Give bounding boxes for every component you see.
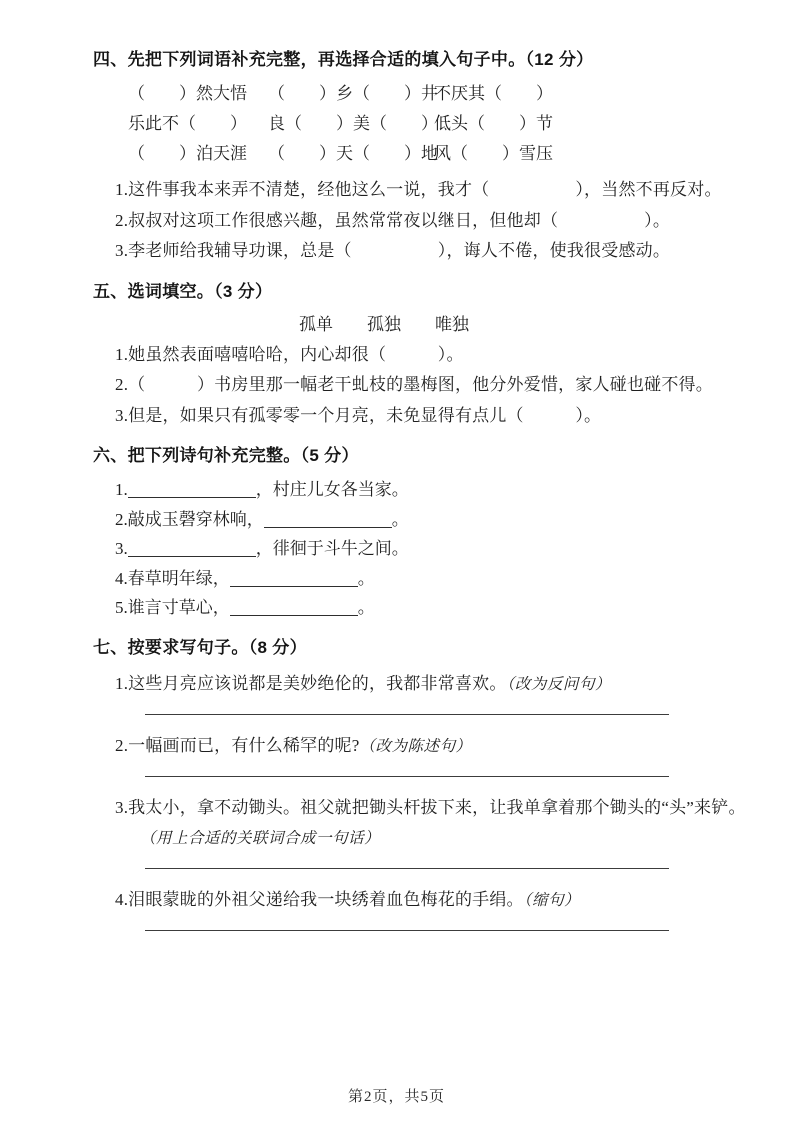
poem-blank-line [128, 540, 256, 557]
poem-line-pre: 2.敲成玉磬穿林响， [115, 509, 264, 529]
poem-line-pre: 1. [115, 480, 128, 499]
idiom-blank-cell: 低头（ ）节 [434, 114, 553, 133]
question-text: 4.泪眼蒙眬的外祖父递给我一块绣着血色梅花的手绢。 [115, 889, 524, 909]
poem-line-pre: 5.谁言寸草心， [115, 598, 230, 617]
rewrite-question-2 [115, 731, 756, 762]
idiom-blank-cell: （ ）天（ ）地 [268, 144, 438, 163]
question-text: 2.一幅画而已，有什么稀罕的呢? [115, 735, 360, 755]
choice-sentence-1: 1.她虽然表面嘻嘻哈哈，内心却很（ ）。 [115, 344, 464, 364]
section-6-heading: 六、把下列诗句补充完整。（5 分） [93, 446, 359, 465]
choice-sentence-3: 3.但是，如果只有孤零零一个月亮，未免显得有点儿（ ）。 [115, 405, 602, 425]
poem-blank-line [230, 599, 358, 616]
page-number-indicator: 第2页，共5页 [347, 1089, 445, 1105]
poem-line-post: ，村庄儿女各当家。 [255, 480, 409, 499]
question-hint: （改为陈述句） [359, 737, 472, 755]
fill-sentence-1: 1.这件事我本来弄不清楚，经他这么一说，我才（ ），当然不再反对。 [115, 180, 722, 199]
idiom-blank-cell: 良（ ）美（ ） [268, 114, 438, 133]
word-bank-item: 孤独 [367, 314, 401, 334]
poem-blank-line [128, 481, 256, 498]
page-footer [0, 1085, 793, 1106]
rewrite-question-1 [115, 669, 756, 700]
rewrite-question-4 [115, 885, 756, 916]
answer-line [145, 776, 669, 777]
idiom-blank-cell: 风（ ）雪压 [434, 144, 553, 163]
section-5-word-choice [93, 280, 765, 432]
idiom-blank-cell: （ ）然大悟 [128, 84, 247, 103]
fill-sentence-2: 2.叔叔对这项工作很感兴趣，虽然常常夜以继日，但他却（ ）。 [115, 210, 671, 230]
answer-line [145, 930, 669, 931]
word-bank-item: 孤单 [299, 314, 333, 334]
word-bank [93, 311, 675, 338]
choice-sentence-2: 2.（ ）书房里那一幅老干虬枝的墨梅图，他分外爱惜，家人碰也碰不得。 [115, 375, 713, 394]
question-hint: （用上合适的关联词合成一句话） [140, 829, 381, 847]
poem-line-pre: 4.春草明年绿， [115, 568, 230, 588]
poem-blank-line [230, 569, 358, 586]
poem-line-post: 。 [391, 509, 409, 529]
idiom-blank-cell: 不厌其（ ） [434, 84, 553, 103]
poem-line-1 [115, 475, 765, 505]
poem-line-2 [115, 505, 765, 535]
rewrite-question-3 [115, 793, 756, 854]
poem-line-post: 。 [357, 568, 375, 588]
answer-line [145, 714, 669, 715]
idiom-blank-cell: 乐此不（ ） [128, 114, 247, 133]
section-7-sentence-rewrite [93, 636, 765, 931]
poem-line-5 [115, 593, 765, 623]
question-text: 3.我太小，拿不动锄头。祖父就把锄头杆拔下来，让我单拿着那个锄头的“头”来铲。 [115, 797, 746, 817]
idiom-blank-cell: （ ）泊天涯 [128, 144, 247, 163]
fill-sentence-3: 3.李老师给我辅导功课，总是（ ），诲人不倦，使我很受感动。 [115, 241, 671, 260]
section-6-poem-completion [93, 444, 765, 623]
answer-line [145, 868, 669, 869]
word-bank-item: 唯独 [435, 314, 469, 334]
section-4-heading: 四、先把下列词语补充完整，再选择合适的填入句子中。（12 分） [93, 50, 594, 69]
idiom-blank-cell: （ ）乡（ ）井 [268, 84, 438, 103]
poem-line-post: 。 [357, 598, 375, 617]
section-4-word-completion [93, 48, 765, 267]
poem-line-4 [115, 564, 765, 594]
poem-line-3 [115, 534, 765, 564]
section-7-heading: 七、按要求写句子。（8 分） [93, 637, 307, 657]
poem-line-post: ，徘徊于斗牛之间。 [255, 539, 409, 558]
question-hint: （改为反问句） [506, 675, 611, 693]
section-5-heading: 五、选词填空。（3 分） [93, 281, 273, 301]
poem-blank-line [264, 510, 392, 527]
idiom-grid [128, 79, 765, 169]
question-hint: （缩句） [523, 891, 581, 909]
poem-line-pre: 3. [115, 539, 128, 558]
question-text: 1.这些月亮应该说都是美妙绝伦的，我都非常喜欢。 [115, 673, 507, 693]
exam-content [93, 48, 765, 947]
